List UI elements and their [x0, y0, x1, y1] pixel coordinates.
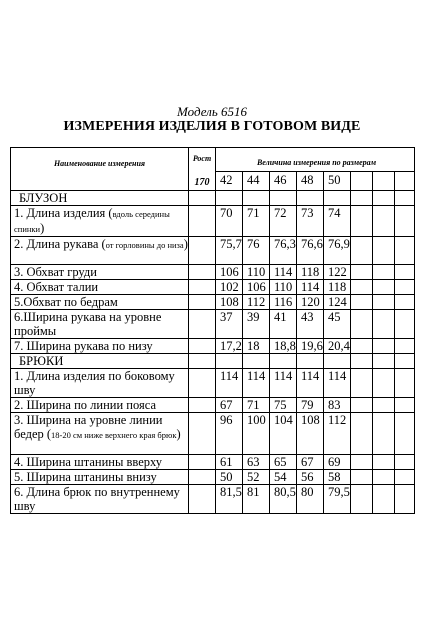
value-cell: 63	[243, 455, 270, 470]
value-cell: 43	[297, 310, 324, 339]
value-cell: 37	[216, 310, 243, 339]
value-cell	[395, 354, 415, 369]
growth-label: Рост	[192, 154, 212, 163]
value-cell: 79	[297, 398, 324, 413]
measurement-label-suffix: )	[183, 237, 188, 251]
value-cell: 74	[324, 206, 351, 237]
growth-cell	[189, 485, 216, 514]
value-cell	[351, 237, 373, 265]
growth-cell	[189, 206, 216, 237]
value-cell: 71	[243, 206, 270, 237]
value-cell: 114	[270, 369, 297, 398]
value-cell	[373, 369, 395, 398]
value-cell: 81	[243, 485, 270, 514]
measurement-label: 5.Обхват по бедрам	[14, 295, 118, 309]
value-cell: 72	[270, 206, 297, 237]
value-cell	[297, 191, 324, 206]
value-cell: 108	[216, 295, 243, 310]
value-cell	[373, 295, 395, 310]
measurement-label: 1. Длина изделия (	[14, 206, 113, 220]
value-cell: 73	[297, 206, 324, 237]
value-cell: 102	[216, 280, 243, 295]
value-cell	[351, 485, 373, 514]
value-cell	[395, 369, 415, 398]
table-row	[11, 470, 415, 485]
value-cell: 100	[243, 413, 270, 455]
measurement-name	[11, 470, 189, 485]
table-row	[11, 485, 415, 514]
value-cell	[297, 354, 324, 369]
value-cell: 118	[297, 265, 324, 280]
value-cell	[351, 354, 373, 369]
measurement-name	[11, 398, 189, 413]
value-cell: 69	[324, 455, 351, 470]
value-cell	[373, 265, 395, 280]
table-row	[11, 206, 415, 237]
value-cell: 75	[270, 398, 297, 413]
value-cell	[351, 398, 373, 413]
value-cell	[351, 369, 373, 398]
measurement-label: 6. Длина брюк по внутреннему шву	[14, 485, 180, 513]
value-cell	[351, 413, 373, 455]
measurement-name	[11, 413, 189, 455]
value-cell	[373, 455, 395, 470]
growth-cell	[189, 280, 216, 295]
measurement-note: вдоль середины спинки	[14, 209, 170, 234]
value-cell	[243, 354, 270, 369]
value-cell: 124	[324, 295, 351, 310]
page-title: ИЗМЕРЕНИЯ ИЗДЕЛИЯ В ГОТОВОМ ВИДЕ	[63, 119, 361, 134]
value-cell	[351, 470, 373, 485]
measurement-name	[11, 310, 189, 339]
value-cell	[395, 206, 415, 237]
value-cell: 54	[270, 470, 297, 485]
value-cell	[373, 206, 395, 237]
measurement-label: 6.Ширина рукава на уровне проймы	[14, 310, 162, 338]
value-cell: 58	[324, 470, 351, 485]
value-cell: 114	[324, 369, 351, 398]
value-cell	[373, 310, 395, 339]
value-cell: 110	[243, 265, 270, 280]
measurement-name	[11, 265, 189, 280]
value-cell	[395, 237, 415, 265]
size-header-cell	[373, 171, 395, 190]
value-cell	[216, 191, 243, 206]
measurement-label: 7. Ширина рукава по низу	[14, 339, 153, 353]
value-cell: 67	[297, 455, 324, 470]
measurement-label: 5. Ширина штанины внизу	[14, 470, 157, 484]
value-cell: 56	[297, 470, 324, 485]
value-cell	[373, 398, 395, 413]
value-cell: 104	[270, 413, 297, 455]
table-row	[11, 369, 415, 398]
value-cell	[216, 354, 243, 369]
value-cell: 76,9	[324, 237, 351, 265]
measurement-label: 3. Ширина на уровне линии бедер (	[14, 413, 163, 441]
value-cell: 120	[297, 295, 324, 310]
value-cell: 114	[243, 369, 270, 398]
table-row	[11, 280, 415, 295]
size-header-cell: 48	[297, 171, 324, 190]
table-row	[11, 413, 415, 455]
value-cell: 71	[243, 398, 270, 413]
value-cell	[351, 455, 373, 470]
value-cell: 61	[216, 455, 243, 470]
value-cell	[395, 413, 415, 455]
header-values-column: Величина измерения по размерам	[216, 148, 415, 172]
table-row	[11, 339, 415, 354]
growth-cell	[189, 398, 216, 413]
measurement-name	[11, 455, 189, 470]
measurement-note: 18-20 см ниже верхнего края брюк	[51, 430, 177, 440]
value-cell	[373, 470, 395, 485]
table-row	[11, 295, 415, 310]
value-cell: 76,3	[270, 237, 297, 265]
section-title: БЛУЗОН	[11, 191, 189, 206]
value-cell: 18	[243, 339, 270, 354]
value-cell: 83	[324, 398, 351, 413]
value-cell	[395, 455, 415, 470]
value-cell	[351, 295, 373, 310]
value-cell: 112	[243, 295, 270, 310]
measurement-label: 3. Обхват груди	[14, 265, 97, 279]
growth-cell	[189, 354, 216, 369]
value-cell: 70	[216, 206, 243, 237]
measurement-name	[11, 485, 189, 514]
measurement-label: 1. Длина изделия по боковому шву	[14, 369, 175, 397]
value-cell: 20,4	[324, 339, 351, 354]
measurement-label: 2. Ширина по линии пояса	[14, 398, 156, 412]
value-cell	[373, 237, 395, 265]
value-cell	[395, 339, 415, 354]
value-cell	[351, 265, 373, 280]
growth-cell	[189, 310, 216, 339]
value-cell	[395, 191, 415, 206]
value-cell	[373, 485, 395, 514]
value-cell: 19,6	[297, 339, 324, 354]
growth-cell	[189, 265, 216, 280]
value-cell: 76	[243, 237, 270, 265]
value-cell	[373, 413, 395, 455]
value-cell: 110	[270, 280, 297, 295]
growth-cell	[189, 369, 216, 398]
value-cell	[373, 354, 395, 369]
table-row	[11, 265, 415, 280]
table-row	[11, 455, 415, 470]
value-cell	[395, 485, 415, 514]
value-cell: 122	[324, 265, 351, 280]
model-label: Модель 6516	[177, 104, 247, 119]
value-cell	[243, 191, 270, 206]
header-growth-column	[189, 148, 216, 191]
value-cell	[395, 280, 415, 295]
growth-cell	[189, 295, 216, 310]
measurement-note: от горловины до низа	[105, 240, 184, 250]
value-cell	[351, 310, 373, 339]
value-cell: 41	[270, 310, 297, 339]
measurement-label: 2. Длина рукава (	[14, 237, 106, 251]
header-name-column: Наименование измерения	[11, 148, 189, 191]
value-cell: 96	[216, 413, 243, 455]
value-cell: 39	[243, 310, 270, 339]
measurement-name	[11, 280, 189, 295]
value-cell: 75,7	[216, 237, 243, 265]
value-cell	[395, 310, 415, 339]
value-cell: 114	[216, 369, 243, 398]
value-cell	[395, 398, 415, 413]
size-header-cell	[395, 171, 415, 190]
value-cell: 80	[297, 485, 324, 514]
measurement-name	[11, 206, 189, 237]
growth-cell	[189, 455, 216, 470]
value-cell: 114	[270, 265, 297, 280]
measurement-name	[11, 295, 189, 310]
value-cell	[373, 280, 395, 295]
value-cell: 112	[324, 413, 351, 455]
value-cell	[395, 295, 415, 310]
size-header-cell: 50	[324, 171, 351, 190]
growth-cell	[189, 339, 216, 354]
growth-value: 170	[194, 177, 210, 188]
measurement-name	[11, 369, 189, 398]
table-row	[11, 398, 415, 413]
value-cell	[270, 354, 297, 369]
measurement-label-suffix: )	[40, 221, 45, 235]
growth-cell	[189, 191, 216, 206]
value-cell: 76,6	[297, 237, 324, 265]
value-cell: 67	[216, 398, 243, 413]
measurement-label: 4. Обхват талии	[14, 280, 99, 294]
value-cell: 52	[243, 470, 270, 485]
value-cell	[351, 206, 373, 237]
value-cell: 106	[216, 265, 243, 280]
value-cell	[324, 191, 351, 206]
table-row	[11, 237, 415, 265]
size-header-cell	[351, 171, 373, 190]
value-cell: 50	[216, 470, 243, 485]
value-cell: 17,2	[216, 339, 243, 354]
value-cell	[395, 265, 415, 280]
value-cell: 18,8	[270, 339, 297, 354]
value-cell: 116	[270, 295, 297, 310]
value-cell: 114	[297, 280, 324, 295]
value-cell	[351, 191, 373, 206]
size-header-cell: 42	[216, 171, 243, 190]
measurement-name	[11, 339, 189, 354]
value-cell: 106	[243, 280, 270, 295]
value-cell: 45	[324, 310, 351, 339]
growth-cell	[189, 237, 216, 265]
measurement-label: 4. Ширина штанины вверху	[14, 455, 163, 469]
measurements-table	[10, 147, 415, 514]
value-cell	[373, 339, 395, 354]
table-row	[11, 310, 415, 339]
growth-cell	[189, 413, 216, 455]
size-header-cell: 44	[243, 171, 270, 190]
value-cell	[373, 191, 395, 206]
value-cell: 65	[270, 455, 297, 470]
value-cell	[395, 470, 415, 485]
value-cell: 118	[324, 280, 351, 295]
value-cell: 79,5	[324, 485, 351, 514]
value-cell	[351, 280, 373, 295]
measurement-label-suffix: )	[176, 427, 181, 441]
value-cell	[270, 191, 297, 206]
value-cell: 80,5	[270, 485, 297, 514]
section-title: БРЮКИ	[11, 354, 189, 369]
value-cell	[324, 354, 351, 369]
value-cell: 81,5	[216, 485, 243, 514]
value-cell	[351, 339, 373, 354]
value-cell: 108	[297, 413, 324, 455]
size-header-cell: 46	[270, 171, 297, 190]
growth-cell	[189, 470, 216, 485]
measurement-name	[11, 237, 189, 265]
value-cell: 114	[297, 369, 324, 398]
